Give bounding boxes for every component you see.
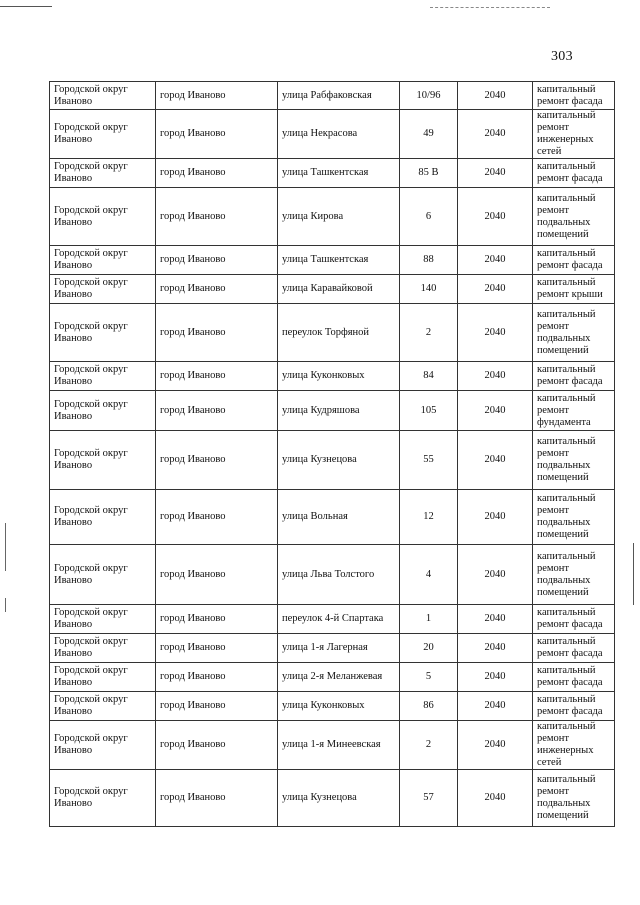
district-cell: Городской округ Иваново — [50, 304, 156, 362]
table-row — [50, 391, 615, 431]
street-cell: улица 2-я Меланжевая — [278, 663, 400, 692]
city-cell: город Иваново — [156, 110, 278, 159]
work-type-cell: капитальный ремонт фасада — [533, 605, 615, 634]
house-number-cell: 10/96 — [400, 82, 458, 110]
year-cell: 2040 — [458, 362, 533, 391]
district-cell: Городской округ Иваново — [50, 770, 156, 827]
district-cell: Городской округ Иваново — [50, 545, 156, 605]
city-cell: город Иваново — [156, 545, 278, 605]
work-type-cell: капитальный ремонт фундамента — [533, 391, 615, 431]
street-cell: улица Некрасова — [278, 110, 400, 159]
district-cell: Городской округ Иваново — [50, 82, 156, 110]
table-row — [50, 431, 615, 490]
city-cell: город Иваново — [156, 159, 278, 188]
street-cell: улица Кирова — [278, 188, 400, 246]
city-cell: город Иваново — [156, 721, 278, 770]
street-cell: улица Куконковых — [278, 362, 400, 391]
work-type-cell: капитальный ремонт фасада — [533, 663, 615, 692]
year-cell: 2040 — [458, 110, 533, 159]
house-number-cell: 88 — [400, 246, 458, 275]
house-number-cell: 86 — [400, 692, 458, 721]
year-cell: 2040 — [458, 304, 533, 362]
house-number-cell: 6 — [400, 188, 458, 246]
year-cell: 2040 — [458, 490, 533, 545]
city-cell: город Иваново — [156, 82, 278, 110]
city-cell: город Иваново — [156, 246, 278, 275]
work-type-cell: капитальный ремонт инженерных сетей — [533, 721, 615, 770]
work-type-cell: капитальный ремонт подвальных помещений — [533, 770, 615, 827]
district-cell: Городской округ Иваново — [50, 605, 156, 634]
district-cell: Городской округ Иваново — [50, 634, 156, 663]
house-number-cell: 12 — [400, 490, 458, 545]
page-number: 303 — [551, 49, 573, 64]
city-cell: город Иваново — [156, 391, 278, 431]
city-cell: город Иваново — [156, 770, 278, 827]
scan-edge-mark — [5, 598, 6, 612]
house-number-cell: 84 — [400, 362, 458, 391]
house-number-cell: 49 — [400, 110, 458, 159]
street-cell: улица Рабфаковская — [278, 82, 400, 110]
street-cell: улица Кудряшова — [278, 391, 400, 431]
year-cell: 2040 — [458, 275, 533, 304]
year-cell: 2040 — [458, 246, 533, 275]
year-cell: 2040 — [458, 159, 533, 188]
street-cell: переулок Торфяной — [278, 304, 400, 362]
house-number-cell: 1 — [400, 605, 458, 634]
district-cell: Городской округ Иваново — [50, 159, 156, 188]
table-row — [50, 82, 615, 110]
work-type-cell: капитальный ремонт инженерных сетей — [533, 110, 615, 159]
city-cell: город Иваново — [156, 490, 278, 545]
work-type-cell: капитальный ремонт крыши — [533, 275, 615, 304]
work-type-cell: капитальный ремонт фасада — [533, 246, 615, 275]
street-cell: улица Ташкентская — [278, 246, 400, 275]
district-cell: Городской округ Иваново — [50, 188, 156, 246]
scan-edge-mark — [633, 543, 634, 605]
address-register-table — [49, 81, 615, 827]
city-cell: город Иваново — [156, 304, 278, 362]
street-cell: улица Куконковых — [278, 692, 400, 721]
district-cell: Городской округ Иваново — [50, 362, 156, 391]
table-row — [50, 275, 615, 304]
work-type-cell: капитальный ремонт фасада — [533, 634, 615, 663]
work-type-cell: капитальный ремонт фасада — [533, 692, 615, 721]
house-number-cell: 5 — [400, 663, 458, 692]
street-cell: улица Льва Толстого — [278, 545, 400, 605]
district-cell: Городской округ Иваново — [50, 275, 156, 304]
street-cell: переулок 4-й Спартака — [278, 605, 400, 634]
work-type-cell: капитальный ремонт подвальных помещений — [533, 188, 615, 246]
table-row — [50, 663, 615, 692]
city-cell: город Иваново — [156, 605, 278, 634]
house-number-cell: 2 — [400, 304, 458, 362]
house-number-cell: 140 — [400, 275, 458, 304]
year-cell: 2040 — [458, 82, 533, 110]
work-type-cell: капитальный ремонт фасада — [533, 82, 615, 110]
scan-edge-mark — [430, 7, 550, 8]
year-cell: 2040 — [458, 188, 533, 246]
street-cell: улица Вольная — [278, 490, 400, 545]
district-cell: Городской округ Иваново — [50, 490, 156, 545]
house-number-cell: 105 — [400, 391, 458, 431]
work-type-cell: капитальный ремонт подвальных помещений — [533, 490, 615, 545]
scan-edge-mark — [0, 6, 52, 7]
street-cell: улица Кузнецова — [278, 431, 400, 490]
year-cell: 2040 — [458, 770, 533, 827]
district-cell: Городской округ Иваново — [50, 692, 156, 721]
table-row — [50, 159, 615, 188]
district-cell: Городской округ Иваново — [50, 721, 156, 770]
table-row — [50, 246, 615, 275]
city-cell: город Иваново — [156, 692, 278, 721]
house-number-cell: 57 — [400, 770, 458, 827]
work-type-cell: капитальный ремонт подвальных помещений — [533, 431, 615, 490]
district-cell: Городской округ Иваново — [50, 663, 156, 692]
year-cell: 2040 — [458, 634, 533, 663]
house-number-cell: 85 В — [400, 159, 458, 188]
district-cell: Городской округ Иваново — [50, 431, 156, 490]
city-cell: город Иваново — [156, 431, 278, 490]
table-row — [50, 304, 615, 362]
house-number-cell: 20 — [400, 634, 458, 663]
street-cell: улица Ташкентская — [278, 159, 400, 188]
table-row — [50, 188, 615, 246]
work-type-cell: капитальный ремонт подвальных помещений — [533, 545, 615, 605]
year-cell: 2040 — [458, 663, 533, 692]
year-cell: 2040 — [458, 721, 533, 770]
street-cell: улица Кузнецова — [278, 770, 400, 827]
district-cell: Городской округ Иваново — [50, 110, 156, 159]
street-cell: улица 1-я Лагерная — [278, 634, 400, 663]
table-row — [50, 770, 615, 827]
table-row — [50, 721, 615, 770]
table-body — [50, 82, 615, 827]
year-cell: 2040 — [458, 692, 533, 721]
table-row — [50, 605, 615, 634]
table-row — [50, 362, 615, 391]
city-cell: город Иваново — [156, 275, 278, 304]
house-number-cell: 55 — [400, 431, 458, 490]
scan-edge-mark — [5, 523, 6, 571]
work-type-cell: капитальный ремонт фасада — [533, 362, 615, 391]
table-row — [50, 692, 615, 721]
house-number-cell: 2 — [400, 721, 458, 770]
house-number-cell: 4 — [400, 545, 458, 605]
table-row — [50, 490, 615, 545]
city-cell: город Иваново — [156, 188, 278, 246]
table-row — [50, 545, 615, 605]
table-row — [50, 110, 615, 159]
street-cell: улица 1-я Минеевская — [278, 721, 400, 770]
city-cell: город Иваново — [156, 634, 278, 663]
city-cell: город Иваново — [156, 663, 278, 692]
year-cell: 2040 — [458, 431, 533, 490]
year-cell: 2040 — [458, 391, 533, 431]
district-cell: Городской округ Иваново — [50, 246, 156, 275]
work-type-cell: капитальный ремонт фасада — [533, 159, 615, 188]
street-cell: улица Каравайковой — [278, 275, 400, 304]
year-cell: 2040 — [458, 605, 533, 634]
year-cell: 2040 — [458, 545, 533, 605]
work-type-cell: капитальный ремонт подвальных помещений — [533, 304, 615, 362]
city-cell: город Иваново — [156, 362, 278, 391]
district-cell: Городской округ Иваново — [50, 391, 156, 431]
table-row — [50, 634, 615, 663]
